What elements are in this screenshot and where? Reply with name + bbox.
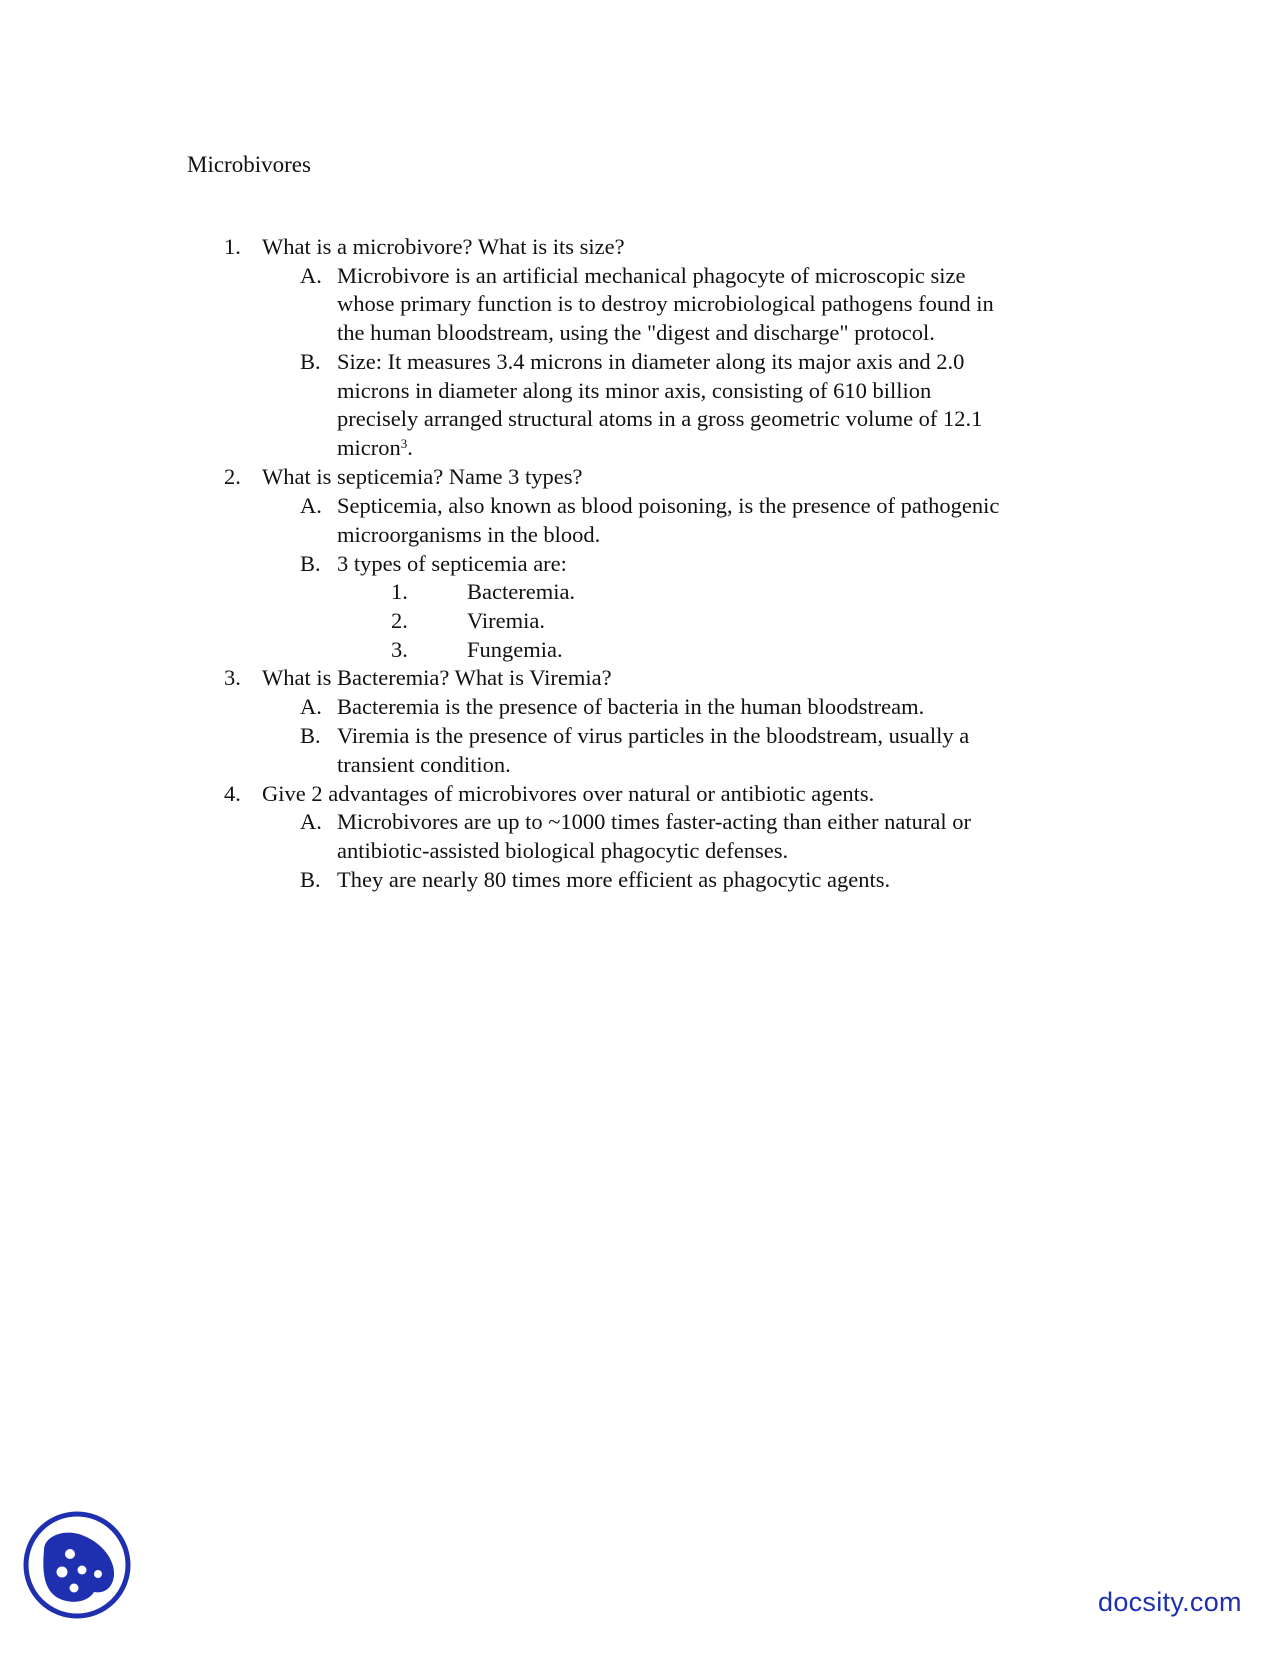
answer-line: the human bloodstream, using the "digest and discharge" protocol. bbox=[337, 320, 935, 345]
answer-line: 3 types of septicemia are: bbox=[337, 551, 567, 576]
answer-line: Bacteremia is the presence of bacteria in the human bloodstream. bbox=[337, 694, 925, 719]
answer-line: microorganisms in the blood. bbox=[337, 522, 601, 547]
answer-line: Septicemia, also known as blood poisoning, is the presence of pathogenic bbox=[337, 493, 1000, 518]
sub-item-text: Fungemia. bbox=[467, 637, 563, 662]
docsity-brand-link[interactable]: docsity.com bbox=[1098, 1587, 1242, 1617]
answer-letter: A. bbox=[300, 809, 322, 834]
question-number: 1. bbox=[224, 234, 241, 259]
question-number: 2. bbox=[224, 464, 241, 489]
sub-item-number: 2. bbox=[391, 608, 408, 633]
answer-line: antibiotic-assisted biological phagocytic defenses. bbox=[337, 838, 789, 863]
question-text: What is a microbivore? What is its size? bbox=[262, 234, 625, 259]
superscript: 3 bbox=[400, 436, 408, 451]
answer-line bbox=[337, 434, 413, 462]
unit-text: micron bbox=[337, 435, 401, 460]
question-number: 4. bbox=[224, 781, 241, 806]
answer-line: Size: It measures 3.4 microns in diameter along its major axis and 2.0 bbox=[337, 349, 965, 374]
answer-letter: B. bbox=[300, 723, 321, 748]
question-text: What is septicemia? Name 3 types? bbox=[262, 464, 583, 489]
sub-item-text: Bacteremia. bbox=[467, 579, 576, 604]
answer-letter: B. bbox=[300, 867, 321, 892]
answer-line: transient condition. bbox=[337, 752, 511, 777]
sub-item-text: Viremia. bbox=[467, 608, 545, 633]
answer-line: They are nearly 80 times more efficient as phagocytic agents. bbox=[337, 867, 891, 892]
line-end: . bbox=[407, 435, 413, 460]
answer-letter: A. bbox=[300, 263, 322, 288]
answer-line: Microbivores are up to ~1000 times faster-acting than either natural or bbox=[337, 809, 972, 834]
answer-line: precisely arranged structural atoms in a gross geometric volume of 12.1 bbox=[337, 406, 983, 431]
answer-line: Viremia is the presence of virus particles in the bloodstream, usually a bbox=[337, 723, 970, 748]
logo-svg bbox=[22, 1510, 132, 1620]
sub-item-number: 3. bbox=[391, 637, 408, 662]
question-number: 3. bbox=[224, 665, 241, 690]
sub-item-number: 1. bbox=[391, 579, 408, 604]
answer-line: microns in diameter along its minor axis, consisting of 610 billion bbox=[337, 378, 932, 403]
question-text: Give 2 advantages of microbivores over natural or antibiotic agents. bbox=[262, 781, 875, 806]
docsity-logo-icon[interactable] bbox=[22, 1510, 132, 1620]
answer-line: whose primary function is to destroy microbiological pathogens found in bbox=[337, 291, 994, 316]
answer-letter: B. bbox=[300, 551, 321, 576]
answer-letter: A. bbox=[300, 694, 322, 719]
document-title: Microbivores bbox=[187, 152, 311, 177]
answer-letter: A. bbox=[300, 493, 322, 518]
answer-line: Microbivore is an artificial mechanical phagocyte of microscopic size bbox=[337, 263, 966, 288]
answer-letter: B. bbox=[300, 349, 321, 374]
question-text: What is Bacteremia? What is Viremia? bbox=[262, 665, 612, 690]
